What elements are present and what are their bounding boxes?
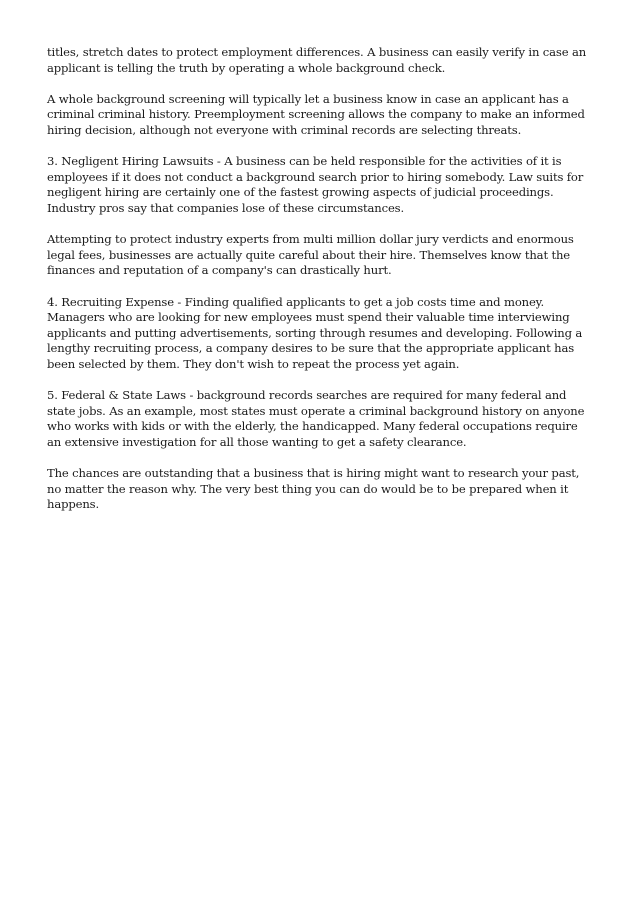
paragraph-jury-verdicts: Attempting to protect industry experts from multi million dollar jury verdicts and enormous legal fees, businesses are actually quite careful about their hire. Themselves know that the finances and reputation of a company's can drastically hurt.	[47, 232, 574, 278]
paragraph-federal-state-laws: 5. Federal & State Laws - background records searches are required for many federal and state jobs. As an example, most states must operate a criminal background history on anyone who works with kids or with the elderly, the handicapped. Many federal occupations require an extensive investigation for all those wanting to get a safety clearance.	[47, 388, 585, 449]
paragraph-background-screening: A whole background screening will typically let a business know in case an applicant has a criminal criminal history. Preemployment screening allows the company to make an informed hiring decision, although not everyone with criminal records are selecting threats.	[47, 91, 585, 137]
paragraph-recruiting-expense: 4. Recruiting Expense - Finding qualified applicants to get a job costs time and money. Managers who are looking for new employees must spend their valuable time interviewing applicants and putting advertisements, sorting through resumes and developing. Following a lengthy recruiting process, a company desires to be sure that the appropriate applicant has been selected by them. They don't wish to repeat the process yet again.	[47, 294, 583, 371]
paragraph-negligent-hiring: 3. Negligent Hiring Lawsuits - A business can be held responsible for the activities of it is employees if it does not conduct a background search prior to hiring somebody. Law suits for negligent hiring are certainly one of the fastest growing aspects of judicial proceedings. Industry pros say that companies lose of these circumstances.	[47, 154, 584, 215]
paragraph-continuation: titles, stretch dates to protect employment differences. A business can easily verify in case an applicant is telling the truth by operating a whole background check.	[47, 45, 587, 75]
paragraph-conclusion: The chances are outstanding that a business that is hiring might want to research your past, no matter the reason why. The very best thing you can do would be to be prepared when it happens.	[47, 466, 580, 512]
document-body	[47, 45, 595, 528]
